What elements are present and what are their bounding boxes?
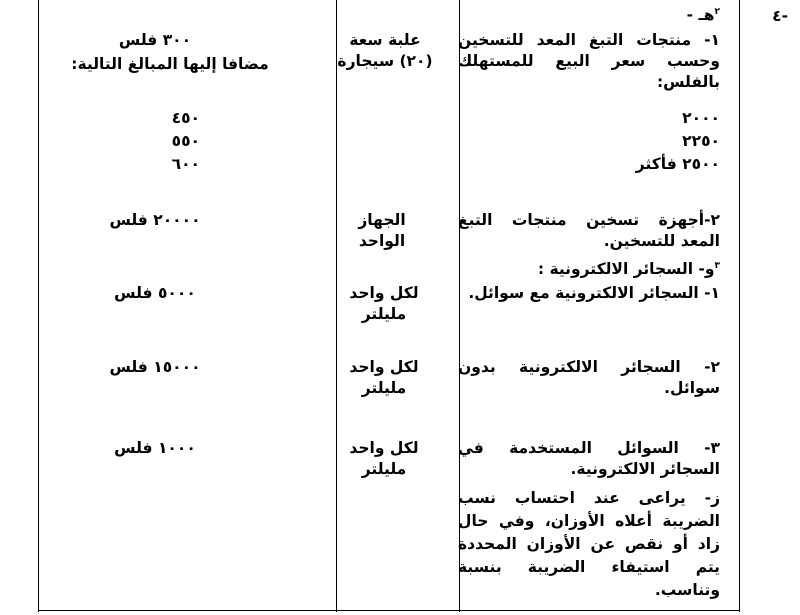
item-ecig-without-liquids-unit: لكل واحد مليلتر	[349, 358, 419, 397]
item-heating-devices-tax: ٢٠٠٠٠ فلس	[109, 211, 201, 229]
price-tax-1: ٤٥٠	[171, 109, 200, 127]
item-heating-devices-desc: ٢-أجهزة تسخين منتجات التبغ المعد للتسخين.	[458, 211, 720, 250]
price-point-1: ٢٠٠٠	[682, 109, 720, 127]
item-ecig-liquids-unit: لكل واحد مليلتر	[349, 439, 419, 478]
section-e-cigarettes-header: $^٣$و- السجائر الالكترونية :	[537, 260, 720, 279]
section-h-header: $^٢$هـ -	[686, 6, 720, 25]
footnote-mark: ٣	[714, 261, 720, 271]
table-border-left	[38, 0, 39, 612]
row-number: -٤	[772, 7, 788, 25]
item-ecig-with-liquids-unit: لكل واحد مليلتر	[349, 284, 419, 323]
item-heated-tobacco-unit: علبة سعة (٢٠) سيجارة	[337, 31, 433, 70]
item-heated-tobacco-tax: ٣٠٠ فلس	[118, 31, 192, 49]
item-ecig-with-liquids-desc: ١- السجائر الالكترونية مع سوائل.	[468, 284, 720, 302]
item-heated-tobacco-desc: ١- منتجات التبغ المعد للتسخين وحسب سعر البيع للمستهلك بالفلس:	[458, 31, 720, 91]
table-border-right	[739, 0, 740, 612]
table-bottom-border	[38, 610, 740, 611]
price-point-3: ٢٥٠٠ فأكثر	[635, 155, 720, 173]
item-heating-devices-unit: الجهاز الواحد	[358, 211, 406, 250]
item-ecig-liquids-desc: ٣- السوائل المستخدمة في السجائر الالكترونية.	[458, 439, 720, 478]
column-divider-2	[336, 0, 337, 612]
price-tax-3: ٦٠٠	[171, 155, 200, 173]
item-ecig-without-liquids-desc: ٢- السجائر الالكترونية بدون سوائل.	[458, 358, 720, 397]
weights-note: ز- يراعى عند احتساب نسب الضريبة أعلاه الأوزان، وفي حال زاد أو نقص عن الأوزان المحددة يتم استيفاء الضريبة بنسبة وتناسب.	[458, 489, 720, 599]
item-heated-tobacco-tax-note: مضافا إليها المبالغ التالية:	[71, 55, 269, 73]
item-ecig-without-liquids-tax: ١٥٠٠٠ فلس	[109, 358, 201, 376]
item-ecig-with-liquids-tax: ٥٠٠٠ فلس	[114, 284, 196, 302]
footnote-mark: ٢	[714, 7, 720, 17]
price-point-2: ٢٢٥٠	[682, 132, 720, 150]
price-tax-2: ٥٥٠	[171, 132, 200, 150]
item-ecig-liquids-tax: ١٠٠٠ فلس	[114, 439, 196, 457]
